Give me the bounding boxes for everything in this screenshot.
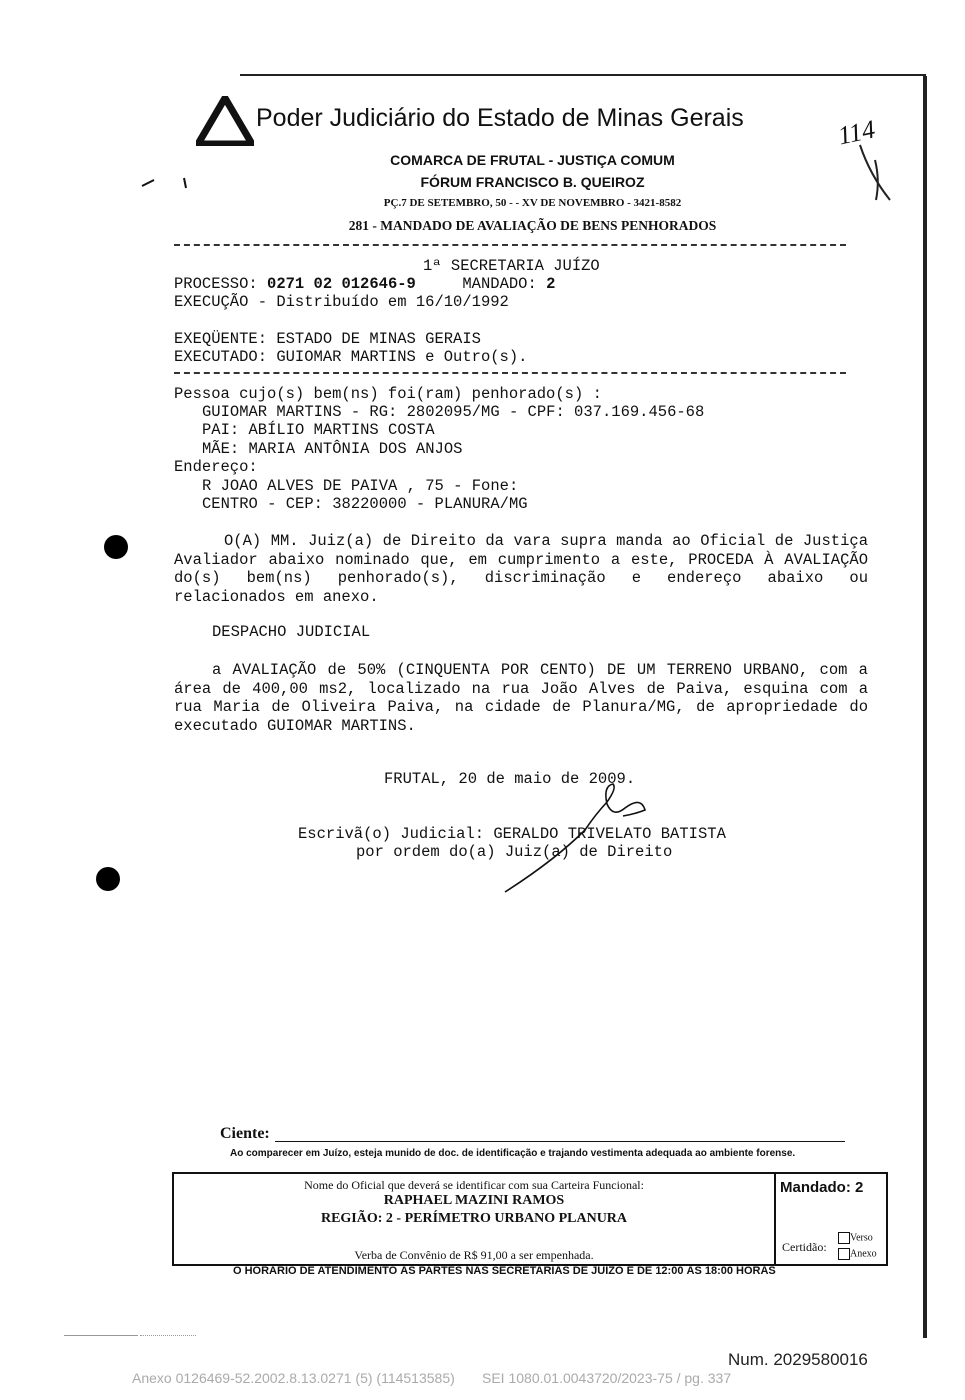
handwritten-page-number: 114 (835, 114, 878, 151)
mandado-label: MANDADO: (462, 275, 537, 293)
despacho-text: a AVALIAÇÃO de 50% (CINQUENTA POR CENTO) DE UM TERRENO URBANO, com a área de 400,00 ms2, localizado na rua João Alves de Paiva, esquina com a rua Maria de Oliveira Paiva, na cidade de Planura/MG, de apropriedade do executado GUIOMAR MARTINS. (174, 661, 868, 735)
verba-note: Verba de Convênio de R$ 91,00 a ser empenhada. (354, 1248, 594, 1262)
court-title: Poder Judiciário do Estado de Minas Gerais (256, 104, 744, 132)
address-street: R JOAO ALVES DE PAIVA , 75 - Fone: (202, 477, 519, 495)
certidao-verso (838, 1232, 873, 1244)
order-paragraph: O(A) MM. Juiz(a) de Direito da vara supra manda ao Oficial de Justiça Avaliador abaixo nominado que, em cumprimento a este, PROCEDA À AVALIAÇÃO do(s) bem(ns) penhorado(s), discriminação e endereço abaixo ou relacionados em anexo. (174, 532, 868, 606)
oficial-name: RAPHAEL MAZINI RAMOS (383, 1193, 565, 1208)
processo-label: PROCESSO: (174, 275, 258, 293)
divider (174, 372, 846, 374)
court-notice: Ao comparecer em Juízo, esteja munido de doc. de identificação e trajando vestimenta adequada ao ambiente forense. (230, 1148, 796, 1159)
oficial-label: Nome do Oficial que deverá se identificar com sua Carteira Funcional: (304, 1178, 644, 1192)
scan-line (64, 1335, 138, 1336)
scan-edge-right (923, 76, 927, 1338)
mandado-number: 2 (546, 275, 556, 293)
despacho-title: DESPACHO JUDICIAL (212, 623, 371, 641)
document-type: 281 - MANDADO DE AVALIAÇÃO DE BENS PENHORADOS (348, 218, 717, 233)
escrivao-line: Escrivã(o) Judicial: GERALDO TRIVELATO BATISTA (298, 825, 726, 843)
scan-line (140, 1335, 196, 1336)
document-number: Num. 2029580016 (728, 1350, 868, 1369)
anexo-label: Anexo (850, 1248, 877, 1260)
place-date: FRUTAL, 20 de maio de 2009. (384, 770, 636, 788)
court-logo-icon (196, 96, 254, 146)
horario-notice: O HORÁRIO DE ATENDIMENTO ÀS PARTES NAS SECRETARIAS DE JUÍZO É DE 12:00 ÀS 18:00 HORAS (233, 1265, 776, 1277)
verso-checkbox[interactable] (838, 1232, 850, 1244)
exequente-line: EXEQÜENTE: ESTADO DE MINAS GERAIS (174, 330, 481, 348)
certidao-anexo (838, 1248, 877, 1260)
punch-hole (96, 867, 120, 891)
certidao-label: Certidão: (782, 1240, 827, 1254)
ciente-label: Ciente: (220, 1125, 270, 1142)
executado-line: EXECUTADO: GUIOMAR MARTINS e Outro(s). (174, 348, 528, 366)
address-label: Endereço: (174, 458, 258, 476)
person-name-line: GUIOMAR MARTINS - RG: 2802095/MG - CPF: 037.169.456-68 (202, 403, 705, 421)
oficial-regiao: REGIÃO: 2 - PERÍMETRO URBANO PLANURA (320, 1211, 628, 1226)
person-intro: Pessoa cujo(s) bem(ns) foi(ram) penhorado(s) : (174, 385, 602, 403)
address-city: CENTRO - CEP: 38220000 - PLANURA/MG (202, 495, 528, 513)
processo-line (174, 275, 555, 293)
divider (174, 244, 846, 246)
oficial-box (172, 1172, 888, 1266)
forum-address: PÇ.7 DE SETEMBRO, 50 - - XV DE NOVEMBRO - 3421-8582 (383, 197, 682, 209)
punch-hole (104, 535, 128, 559)
box-divider (774, 1174, 776, 1264)
ciente-signature-line (275, 1141, 845, 1142)
person-mother: MÃE: MARIA ANTÔNIA DOS ANJOS (202, 440, 463, 458)
verso-label: Verso (850, 1232, 873, 1244)
anexo-checkbox[interactable] (838, 1248, 850, 1260)
mandado-box-label: Mandado: 2 (780, 1179, 864, 1196)
person-father: PAI: ABÍLIO MARTINS COSTA (202, 421, 435, 439)
por-ordem-line: por ordem do(a) Juiz(a) de Direito (356, 843, 673, 861)
processo-number: 0271 02 012646-9 (267, 275, 416, 293)
annex-reference: Anexo 0126469-52.2002.8.13.0271 (5) (114513585) SEI 1080.01.0043720/2023-75 / pg. 337 (132, 1370, 732, 1386)
scan-edge-top (240, 74, 926, 76)
execucao-line: EXECUÇÃO - Distribuído em 16/10/1992 (174, 293, 509, 311)
comarca-heading: COMARCA DE FRUTAL - JUSTIÇA COMUM (390, 152, 675, 168)
forum-heading: FÓRUM FRANCISCO B. QUEIROZ (420, 174, 645, 190)
secretaria: 1ª SECRETARIA JUÍZO (423, 257, 600, 275)
